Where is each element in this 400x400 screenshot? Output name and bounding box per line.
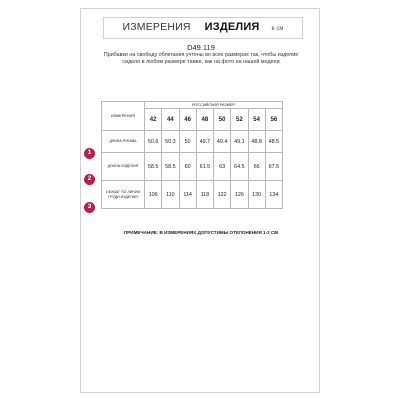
value-cell: 126 — [231, 181, 248, 209]
size-cell: 54 — [248, 109, 265, 131]
title-bold: ИЗДЕЛИЯ — [204, 21, 260, 33]
size-table-wrapper — [101, 101, 283, 209]
value-cell: 49.7 — [196, 131, 213, 153]
table-row — [102, 153, 283, 181]
value-cell: 49.4 — [214, 131, 231, 153]
value-cell: 122 — [214, 181, 231, 209]
size-cell: 50 — [214, 109, 231, 131]
badge-1: 1 — [84, 148, 95, 159]
model-code: D49.119 — [187, 43, 215, 52]
value-cell: 50.6 — [145, 131, 162, 153]
value-cell: 67.5 — [265, 153, 282, 181]
size-cell: 48 — [196, 109, 213, 131]
row-label-chest-girth: ОБХВАТ ПО ЛИНИИ ГРУДИ ИЗДЕЛИЯ — [102, 181, 145, 209]
measure-header: ИЗМЕРЕНИЯ — [102, 102, 145, 131]
value-cell: 58.5 — [145, 153, 162, 181]
badge-3: 3 — [84, 202, 95, 213]
table-header-row — [102, 102, 283, 109]
value-cell: 114 — [179, 181, 196, 209]
size-cell: 42 — [145, 109, 162, 131]
row-label-garment-length: ДЛИНА ИЗДЕЛИЯ — [102, 153, 145, 181]
value-cell: 48.8 — [248, 131, 265, 153]
size-group-header: РОССИЙСКИЙ РАЗМЕР — [145, 102, 283, 109]
value-cell: 63 — [214, 153, 231, 181]
value-cell: 118 — [196, 181, 213, 209]
table-row — [102, 181, 283, 209]
value-cell: 48.5 — [265, 131, 282, 153]
size-cell: 44 — [162, 109, 179, 131]
value-cell: 50.3 — [162, 131, 179, 153]
value-cell: 110 — [162, 181, 179, 209]
table-row — [102, 131, 283, 153]
value-cell: 130 — [248, 181, 265, 209]
value-cell: 106 — [145, 181, 162, 209]
value-cell: 66 — [248, 153, 265, 181]
title-bar — [103, 17, 303, 39]
value-cell: 58.5 — [162, 153, 179, 181]
size-cell: 52 — [231, 109, 248, 131]
title-unit: в см — [271, 26, 284, 32]
tolerance-note: ПРИМЕЧАНИЕ: В ИЗМЕРЕНИЯХ ДОПУСТИМЫ ОТКЛОНЕНИЯ 1-2 СМ — [123, 230, 279, 235]
value-cell: 50 — [179, 131, 196, 153]
size-table — [101, 101, 283, 209]
value-cell: 134 — [265, 181, 282, 209]
size-cell: 56 — [265, 109, 282, 131]
badge-2: 2 — [84, 174, 95, 185]
value-cell: 61.5 — [196, 153, 213, 181]
value-cell: 49.1 — [231, 131, 248, 153]
size-chart-sheet — [80, 8, 320, 393]
title-regular: ИЗМЕРЕНИЯ — [122, 21, 191, 33]
value-cell: 60 — [179, 153, 196, 181]
value-cell: 64.5 — [231, 153, 248, 181]
size-cell: 46 — [179, 109, 196, 131]
row-label-sleeve-length: ДЛИНА РУКАВА — [102, 131, 145, 153]
fit-note: Прибавки на свободу облегания учтены во всех размерах так, чтобы изделие сидело в любом размере также, как на фото на нашей модели — [103, 52, 299, 66]
